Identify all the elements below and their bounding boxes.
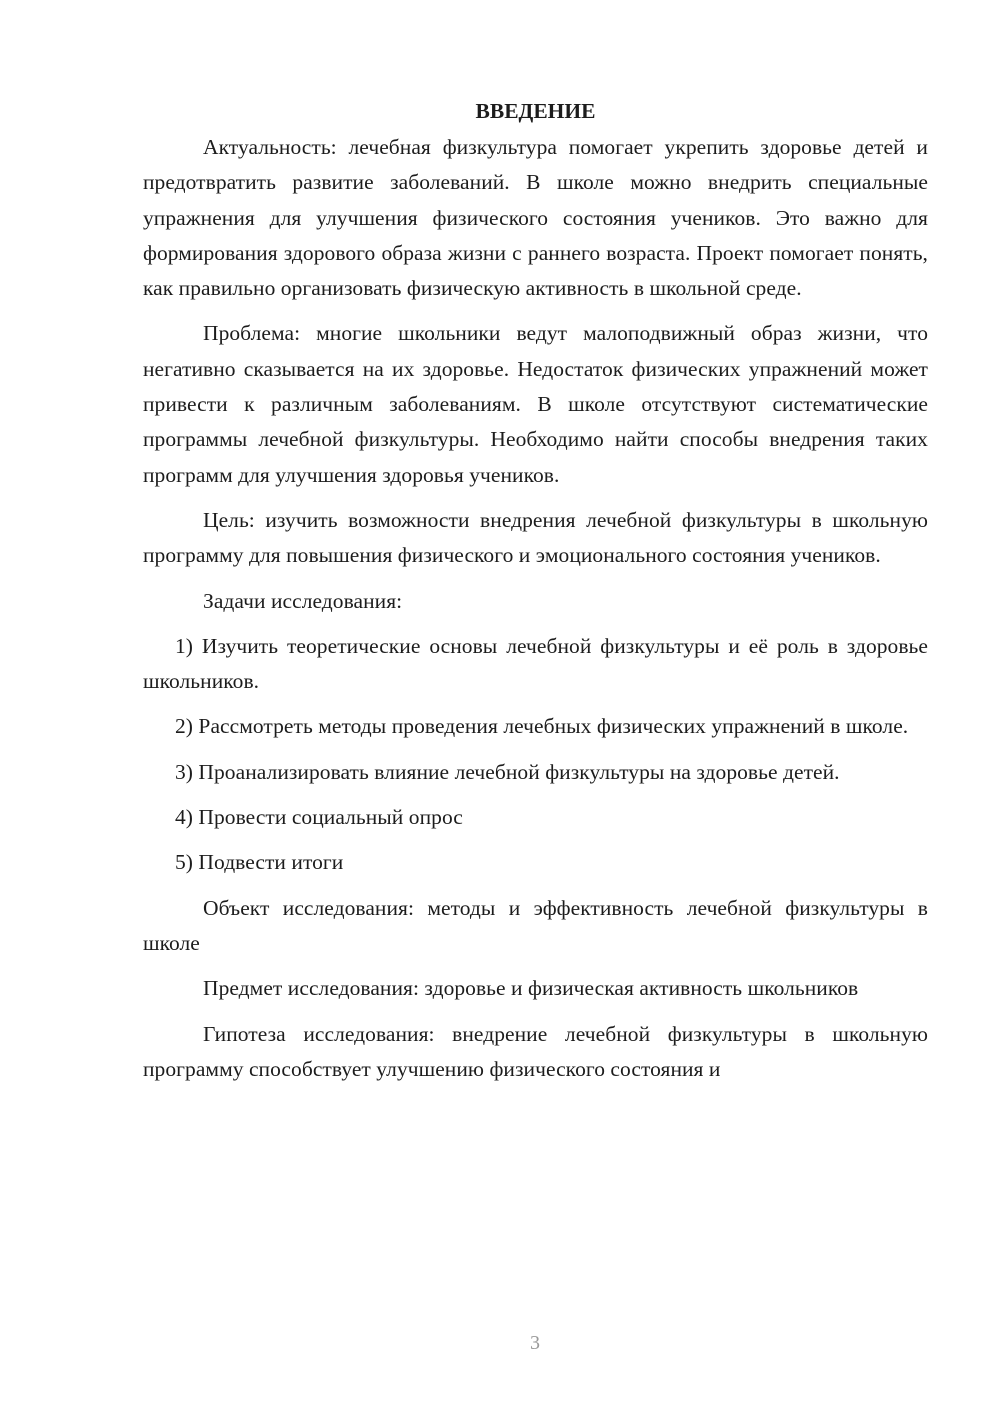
paragraph-hypothesis: Гипотеза исследования: внедрение лечебной физкультуры в школьную программу способствует улучшению физического состояния и (143, 1021, 928, 1081)
section-title: ВВЕДЕНИЕ (475, 99, 596, 123)
page-number: 3 (530, 1332, 540, 1354)
paragraph-object: Объект исследования: методы и эффективность лечебной физкультуры в школе (143, 895, 928, 955)
paragraph-problem: Проблема: многие школьники ведут малоподвижный образ жизни, что негативно сказывается на их здоровье. Недостаток физических упражнений может привести к различным заболеваниям. В школе отсутствуют систематические программы лечебной физкультуры. Необходимо найти способы внедрения таких программ для улучшения здоровья учеников. (143, 321, 928, 487)
paragraph-tasks-heading: Задачи исследования: (203, 588, 403, 613)
paragraph-goal: Цель: изучить возможности внедрения лечебной физкультуры в школьную программу для повышения физического и эмоционального состояния учеников. (143, 507, 928, 568)
task-item-4: 4) Провести социальный опрос (175, 805, 463, 830)
document-page (143, 92, 928, 1097)
paragraph-relevance: Актуальность: лечебная физкультура помогает укрепить здоровье детей и предотвратить развитие заболеваний. В школе можно внедрить специальные упражнения для улучшения физического состояния учеников. Это важно для формирования здорового образа жизни с раннего возраста. Проект помогает понять, как правильно организовать физическую активность в школьной среде. (143, 135, 928, 301)
task-item-3: 3) Проанализировать влияние лечебной физкультуры на здоровье детей. (175, 759, 840, 784)
task-item-1: 1) Изучить теоретические основы лечебной физкультуры и её роль в здоровье школьников. (143, 633, 928, 694)
task-item-2: 2) Рассмотреть методы проведения лечебных физических упражнений в школе. (175, 714, 909, 739)
paragraph-subject: Предмет исследования: здоровье и физическая активность школьников (203, 976, 859, 1001)
task-item-5: 5) Подвести итоги (175, 850, 344, 875)
